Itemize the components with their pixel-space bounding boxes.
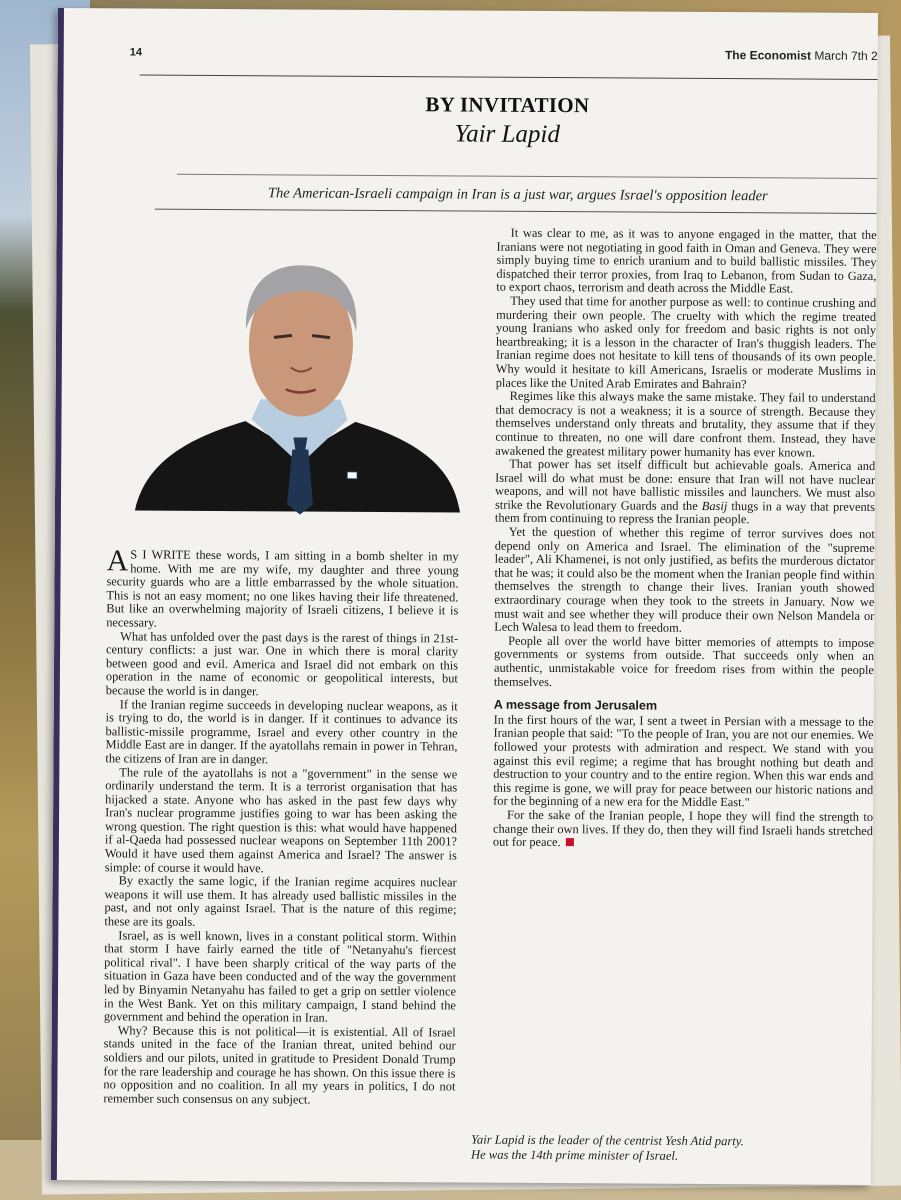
section-title: BY INVITATION [425, 92, 590, 118]
standfirst-rule [155, 209, 877, 214]
paragraph: That power has set itself difficult but achievable goals. America and Israel will do what must be done: ensure that Iran will not have nuclear weapons, and will not have ballistic missiles and launchers. We must also strike the Revolutionary Guards and the Basij thugs in a way that prevents them from continuing to repress the Iranian people. [494, 456, 876, 527]
title-rule [177, 174, 877, 179]
magazine-page [51, 8, 878, 1185]
masthead [725, 48, 878, 63]
drop-cap: A [106, 544, 129, 578]
end-mark-icon [566, 838, 574, 846]
article-column-1 [103, 544, 459, 1107]
paragraph: Israel, as is well known, lives in a constant political storm. Within that storm I have fairly earned the title of "Netanyahu's fiercest political rival". I have been sharply critical of the way parts of the situation in Gaza have been conducted and of the way the government led by Binyamin Netanyahu has failed to get a grip on settler violence in the West Bank. Yet on this military campaign, I stand behind the government and behind the operation in Iran. [103, 928, 457, 1025]
paragraph: It was clear to me, as it was to anyone engaged in the matter, that the Iranians were not negotiating in good faith in Oman and Geneva. They were simply buying time to enrich uranium and to build ballistic missiles. They dispatched their terror proxies, from Iraq to Lebanon, from Sudan to Gaza, to export chaos, terrorism and death across the Middle East. [496, 225, 877, 296]
header-rule [140, 74, 878, 80]
author-bio [471, 1133, 744, 1165]
portrait-illustration-icon [135, 248, 467, 520]
page-number: 14 [129, 46, 143, 59]
paragraph: The rule of the ayatollahs is not a "government" in the sense we ordinarily understand the term. It is a terrorist organisation that has hijacked a state. Anyone who has asked in the past few days why Iran's nuclear programme justifies going to war has been asking the wrong question. The right question is this: what would have happened if al-Qaeda had possessed nuclear weapons on September 11th 2001? Would it have used them against America and Israel? The answer is simple: of course it would have. [104, 764, 458, 875]
paragraph: People all over the world have bitter memories of attempts to impose governments or systems from outside. That succeeds only when an authentic, unmistakable voice for freedom rises from within the people themselves. [493, 633, 875, 689]
paragraph: Yet the question of whether this regime of terror survives does not depend only on America and Israel. The elimination of the "supreme leader", Ali Khamenei, is not only justified, as befits the murderous dictator that he was; it could also be the moment when the Iranian people find within themselves the strength to change their lives. Iranian youth showed extraordinary courage when they took to the streets in January. Now we must wait and see whether they will produce their own Nelson Mandela or Lech Walesa to lead them to freedom. [494, 524, 875, 636]
paragraph: What has unfolded over the past days is the rarest of things in 21st-century conflicts: a just war. One in which there is moral clarity between good and evil. America and Israel did not embark on this operation in the name of economic or geopolitical interests, but because the world is in danger. [105, 628, 459, 699]
paragraph: If the Iranian regime succeeds in developing nuclear weapons, as it is trying to do, the world is in danger. If it continues to advance its ballistic-missile programme, Israel and every other country in the Middle East are in danger. If the ayatollahs remain in power in Tehran, the citizens of Iran are in danger. [105, 696, 458, 767]
paragraph: Why? Because this is not political—it is existential. All of Israel stands united in the face of the Iranian threat, united behind our soldiers and our pilots, united in gratitude to President Donald Trump for the rare leadership and courage he has shown. On this issue there is no opposition and no coalition. In all my years in politics, I do not remember such consensus on any subject. [103, 1023, 456, 1107]
subheading: A message from Jerusalem [493, 697, 658, 713]
paragraph: By exactly the same logic, if the Iranian regime acquires nuclear weapons it will use them. It has already used ballistic missiles in the past, and not only against Israel. That is the nature of this regime; these are its goals. [104, 873, 457, 929]
paragraph: Regimes like this always make the same mistake. They fail to understand that democracy is not a weakness; it is a source of strength. Because they themselves understand only threats and brutality, they assume that if they continue to threaten, no one will dare confront them. Instead, they have awakened the greatest military power humanity has ever known. [495, 388, 876, 460]
lead-caps: S I WRITE [130, 547, 191, 562]
bio-line: He was the 14th prime minister of Israel. [470, 1147, 679, 1163]
paragraph: In the first hours of the war, I sent a tweet in Persian with a message to the Iranian people that said: "To the people of Iran, you are not our enemies. We followed your protests with admiration and respect. We stand with you against this evil regime; a regime that has brought nothing but death and destruction to your country and to the entire region. When this war ends and this regime is gone, we will pray for peace between our historic nations and for the beginning of a new era for the Middle East." [493, 712, 874, 810]
issue-date: March 7th 2 [814, 48, 878, 64]
standfirst: The American-Israeli campaign in Iran is a just war, argues Israel's opposition leader [267, 185, 768, 205]
paragraph: For the sake of the Iranian people, I hope they will find the strength to change their own lives. If they do, then they will find Israeli hands stretched out for peace. [492, 807, 874, 850]
bio-line: Yair Lapid is the leader of the centrist Yesh Atid party. [471, 1132, 744, 1149]
article-column-2 [493, 227, 877, 852]
publication-name: The Economist [724, 48, 812, 63]
author-heading: Yair Lapid [454, 120, 561, 149]
paragraph: A S I WRITE these words, I am sitting in a bomb shelter in my home. With me are my wife, my daughter and three young security guards who are a little embarrassed by the whole situation. This is not an easy moment; no one likes having their life threatened. But like an overwhelming majority of Israeli citizens, I believe it is necessary. [106, 544, 459, 630]
paragraph: They used that time for another purpose as well: to continue crushing and murdering their own people. The cruelty with which the regime treated young Iranians who asked only for freedom and basic rights is not only heartbreaking; it is a lesson in the character of Iran's thuggish leaders. The Iranian regime does not hesitate to kill tens of thousands of its own people. Why would it hesitate to kill Americans, Israelis or moderate Muslims in places like the United Arab Emirates and Bahrain? [495, 293, 877, 391]
